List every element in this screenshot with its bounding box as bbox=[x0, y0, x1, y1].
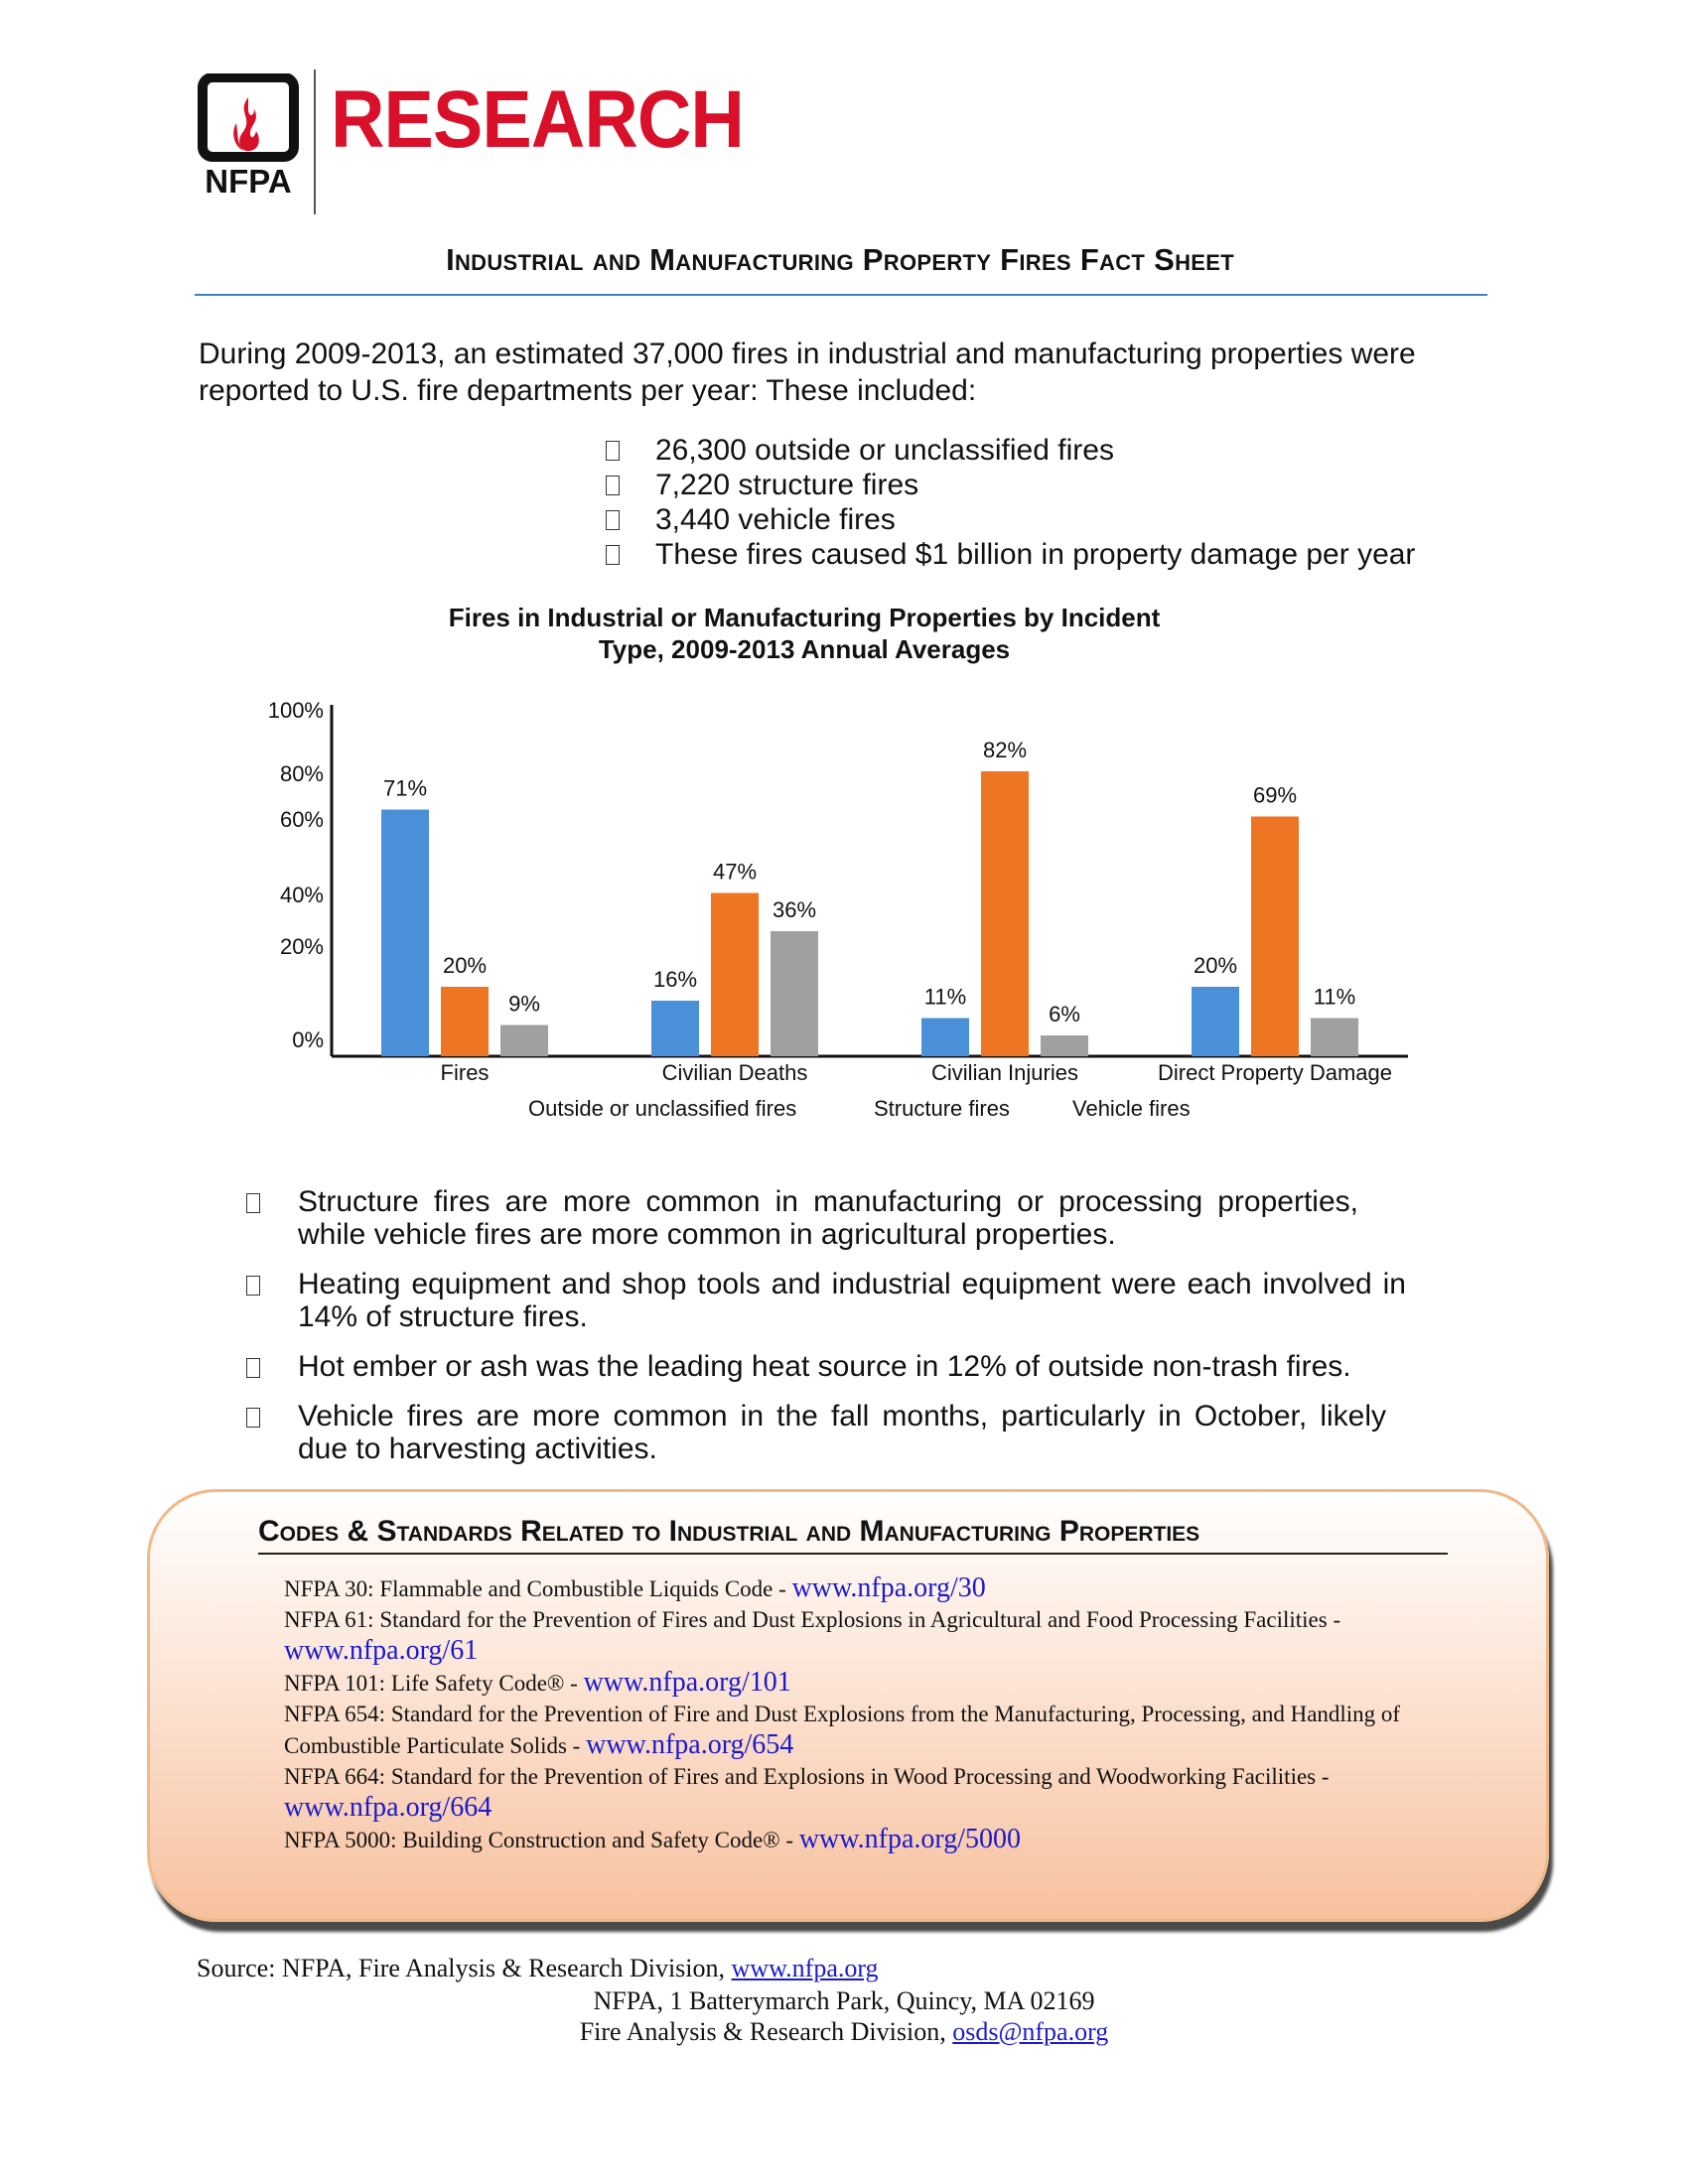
codes-heading: Codes & Standards Related to Industrial and Manufacturing Properties bbox=[258, 1515, 1200, 1548]
bar bbox=[711, 893, 759, 1057]
source-link[interactable]: www.nfpa.org bbox=[731, 1954, 879, 1982]
legend-entry: Vehicle fires bbox=[1072, 1096, 1191, 1121]
source-line: Source: NFPA, Fire Analysis & Research Division, www.nfpa.org bbox=[197, 1954, 879, 1982]
code-link[interactable]: www.nfpa.org/30 bbox=[791, 1572, 986, 1603]
y-tick-label: 20% bbox=[279, 934, 324, 959]
data-label: 6% bbox=[1049, 1002, 1080, 1026]
chart-title-line: Type, 2009-2013 Annual Averages bbox=[598, 634, 1011, 664]
email-link[interactable]: osds@nfpa.org bbox=[952, 2017, 1109, 2046]
codes-list bbox=[284, 1572, 1495, 1855]
data-label: 16% bbox=[652, 967, 698, 992]
y-tick-label: 100% bbox=[267, 698, 324, 723]
intro-bullet-list bbox=[606, 433, 1415, 572]
codes-heading-rule bbox=[258, 1553, 1448, 1555]
bullet-glyph-icon bbox=[246, 1358, 260, 1378]
code-item: NFPA 30: Flammable and Combustible Liquids Code - www.nfpa.org/30 bbox=[284, 1572, 986, 1603]
logo-text: NFPA bbox=[205, 163, 292, 200]
y-tick-label: 60% bbox=[279, 807, 324, 832]
bar bbox=[771, 931, 818, 1056]
page-title: Industrial and Manufacturing Property Fires Fact Sheet bbox=[446, 242, 1234, 277]
bar bbox=[500, 1025, 548, 1057]
bullet-glyph-icon bbox=[246, 1193, 260, 1213]
code-item: NFPA 101: Life Safety Code® - www.nfpa.org/101 bbox=[284, 1667, 791, 1698]
footer-address bbox=[199, 1985, 1489, 2047]
chart-title-line: Fires in Industrial or Manufacturing Properties by Incident bbox=[448, 603, 1161, 632]
x-tick-label: Civilian Injuries bbox=[931, 1060, 1078, 1085]
y-tick-label: 80% bbox=[279, 761, 324, 786]
data-label: 82% bbox=[982, 738, 1028, 762]
data-label: 11% bbox=[1313, 984, 1356, 1010]
data-label: 9% bbox=[508, 991, 540, 1017]
bullet-glyph-icon bbox=[606, 441, 620, 461]
bar bbox=[1192, 987, 1239, 1056]
list-item: These fires caused $1 billion in property damage per year bbox=[606, 537, 1415, 572]
title-rule bbox=[195, 294, 1487, 296]
header-divider bbox=[314, 69, 316, 214]
intro-paragraph: During 2009-2013, an estimated 37,000 fires in industrial and manufacturing properties were reported to U.S. fire departments per year: These included: bbox=[199, 338, 1416, 407]
bar-chart bbox=[248, 695, 1440, 1132]
section-label: RESEARCH bbox=[331, 74, 744, 165]
data-label: 71% bbox=[382, 775, 428, 801]
code-item: NFPA 5000: Building Construction and Safety Code® - www.nfpa.org/5000 bbox=[284, 1824, 1022, 1854]
code-link[interactable]: www.nfpa.org/654 bbox=[586, 1729, 794, 1760]
data-label: 11% bbox=[923, 984, 967, 1010]
address-line: NFPA, 1 Batterymarch Park, Quincy, MA 02169 bbox=[593, 1986, 1095, 2015]
nfpa-logo bbox=[197, 73, 300, 201]
bar bbox=[381, 810, 429, 1057]
code-item: NFPA 654: Standard for the Prevention of Fire and Dust Explosions from the Manufacturing, Processing, and Handling of Combustible Particulate Solids - www.nfpa.org/654 bbox=[284, 1702, 1401, 1760]
bar bbox=[441, 987, 489, 1056]
y-tick-label: 0% bbox=[292, 1027, 324, 1052]
data-label: 20% bbox=[442, 953, 488, 978]
x-tick-label: Direct Property Damage bbox=[1158, 1060, 1392, 1085]
data-label: 47% bbox=[712, 859, 758, 885]
list-item: 3,440 vehicle fires bbox=[606, 502, 1415, 537]
x-tick-label: Civilian Deaths bbox=[661, 1060, 808, 1085]
bar bbox=[1041, 1035, 1088, 1056]
code-link[interactable]: www.nfpa.org/5000 bbox=[798, 1824, 1022, 1854]
data-label: 69% bbox=[1252, 782, 1298, 808]
bar bbox=[981, 771, 1029, 1056]
code-link[interactable]: www.nfpa.org/61 bbox=[284, 1635, 479, 1666]
code-link[interactable]: www.nfpa.org/664 bbox=[284, 1792, 492, 1823]
code-link[interactable]: www.nfpa.org/101 bbox=[583, 1667, 791, 1698]
bullet-glyph-icon bbox=[246, 1276, 260, 1296]
bullet-glyph-icon bbox=[606, 545, 620, 565]
data-label: 36% bbox=[772, 897, 817, 922]
chart-title bbox=[377, 602, 1231, 665]
division-line: Fire Analysis & Research Division, osds@nfpa.org bbox=[579, 2017, 1109, 2046]
y-tick-label: 40% bbox=[279, 883, 324, 907]
code-item: NFPA 664: Standard for the Prevention of Fires and Explosions in Wood Processing and Woodworking Facilities - www.nfpa.org/664 bbox=[284, 1764, 1330, 1823]
code-item: NFPA 61: Standard for the Prevention of Fires and Dust Explosions in Agricultural and Food Processing Facilities - www.nfpa.org/61 bbox=[284, 1607, 1341, 1666]
bar bbox=[1251, 817, 1299, 1057]
list-item: 26,300 outside or unclassified fires bbox=[606, 433, 1415, 468]
legend-entry: Structure fires bbox=[874, 1096, 1010, 1121]
x-tick-label: Fires bbox=[440, 1060, 490, 1085]
bar bbox=[921, 1019, 969, 1057]
data-label: 20% bbox=[1193, 953, 1238, 978]
bar bbox=[651, 1001, 699, 1056]
bar bbox=[1311, 1019, 1358, 1057]
bullet-glyph-icon bbox=[246, 1408, 260, 1428]
legend-entry: Outside or unclassified fires bbox=[528, 1096, 797, 1121]
bullet-glyph-icon bbox=[606, 510, 620, 530]
bullet-glyph-icon bbox=[606, 476, 620, 495]
list-item: 7,220 structure fires bbox=[606, 468, 1415, 502]
